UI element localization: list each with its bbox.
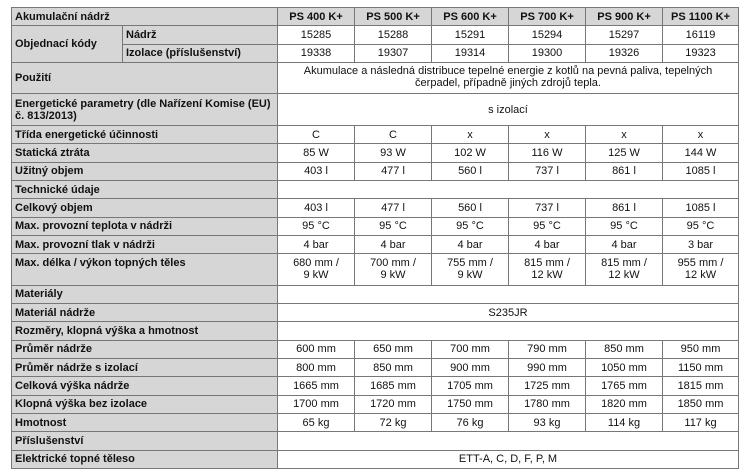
cell: 93 kg (509, 413, 586, 431)
heater-power: 9 kW (303, 269, 329, 282)
row-label: Elektrické topné těleso (12, 450, 278, 468)
insulation-code-label: Izolace (příslušenství) (123, 44, 278, 62)
cell: 477 l (355, 199, 432, 217)
section-label: Materiály (12, 285, 278, 303)
heater-cell (355, 254, 432, 286)
row-label: Celkový objem (12, 199, 278, 217)
cell: 950 mm (663, 340, 739, 358)
tank-code-label: Nádrž (123, 26, 278, 44)
section-spacer (278, 322, 739, 340)
usage-text: Akumulace a následná distribuce tepelné energie z kotlů na pevná paliva, tepelných čerpadel, případně jiných zdrojů tepla. (278, 62, 739, 94)
heater-length: 955 mm / (677, 257, 724, 270)
row-label: Průměr nádrže (12, 340, 278, 358)
cell: 560 l (432, 162, 509, 180)
model-header: PS 700 K+ (509, 8, 586, 26)
heater-cell (663, 254, 739, 286)
model-header: PS 1100 K+ (663, 8, 739, 26)
cell: 95 °C (278, 217, 355, 235)
cell: C (278, 126, 355, 144)
cell: 1820 mm (586, 395, 663, 413)
model-header: PS 600 K+ (432, 8, 509, 26)
cell: 790 mm (509, 340, 586, 358)
heater-power: 12 kW (684, 269, 717, 282)
energy-params-value: s izolací (278, 94, 739, 126)
table-title: Akumulační nádrž (12, 8, 278, 26)
cell: 1705 mm (432, 377, 509, 395)
section-label: Technické údaje (12, 180, 278, 198)
cell: 403 l (278, 162, 355, 180)
heater-length: 755 mm / (447, 257, 493, 270)
cell: 65 kg (278, 413, 355, 431)
cell: 650 mm (355, 340, 432, 358)
table-row (12, 217, 739, 235)
insulation-code: 19307 (355, 44, 432, 62)
heater-cell (509, 254, 586, 286)
row-label: Klopná výška bez izolace (12, 395, 278, 413)
cell: 95 °C (586, 217, 663, 235)
heater-cell (432, 254, 509, 286)
insulation-code: 19326 (586, 44, 663, 62)
header-row (12, 8, 739, 26)
insulation-code: 19338 (278, 44, 355, 62)
row-label: Max. provozní teplota v nádrži (12, 217, 278, 235)
heater-types-value: ETT-A, C, D, F, P, M (278, 450, 739, 468)
cell: 1685 mm (355, 377, 432, 395)
cell: 900 mm (432, 359, 509, 377)
energy-params-row (12, 94, 739, 126)
cell: 1725 mm (509, 377, 586, 395)
table-row (12, 126, 739, 144)
cell: 800 mm (278, 359, 355, 377)
heater-power: 12 kW (531, 269, 563, 282)
cell: 861 l (586, 162, 663, 180)
energy-params-label: Energetické parametry (dle Nařízení Komise (EU) č. 813/2013) (12, 94, 278, 126)
table-row (12, 304, 739, 322)
cell: C (355, 126, 432, 144)
order-codes-row-tank (12, 26, 739, 44)
row-label: Průměr nádrže s izolací (12, 359, 278, 377)
insulation-code: 19314 (432, 44, 509, 62)
cell: 1720 mm (355, 395, 432, 413)
row-label: Statická ztráta (12, 144, 278, 162)
cell: 477 l (355, 162, 432, 180)
cell: 116 W (509, 144, 586, 162)
cell: 1085 l (663, 162, 739, 180)
row-label: Max. délka / výkon topných těles (12, 254, 278, 286)
heater-length: 815 mm / (601, 257, 647, 270)
cell: x (432, 126, 509, 144)
tank-code: 15297 (586, 26, 663, 44)
cell: 737 l (509, 199, 586, 217)
table-row (12, 377, 739, 395)
table-row (12, 395, 739, 413)
table-row (12, 144, 739, 162)
cell: 1815 mm (663, 377, 739, 395)
cell: 700 mm (432, 340, 509, 358)
cell: 117 kg (663, 413, 739, 431)
cell: 1850 mm (663, 395, 739, 413)
row-label: Max. provozní tlak v nádrži (12, 235, 278, 253)
usage-label: Použití (12, 62, 278, 94)
heaters-row (12, 254, 739, 286)
cell: x (586, 126, 663, 144)
tank-code: 15294 (509, 26, 586, 44)
model-header: PS 900 K+ (586, 8, 663, 26)
section-spacer (278, 180, 739, 198)
cell: 85 W (278, 144, 355, 162)
cell: 144 W (663, 144, 739, 162)
row-label: Hmotnost (12, 413, 278, 431)
table-row (12, 413, 739, 431)
usage-row (12, 62, 739, 94)
section-row-accessories (12, 432, 739, 450)
cell: 125 W (586, 144, 663, 162)
cell: 72 kg (355, 413, 432, 431)
cell: 1700 mm (278, 395, 355, 413)
table-row (12, 235, 739, 253)
cell: 1150 mm (663, 359, 739, 377)
cell: 3 bar (663, 235, 739, 253)
cell: 93 W (355, 144, 432, 162)
insulation-code: 19300 (509, 44, 586, 62)
model-header: PS 400 K+ (278, 8, 355, 26)
tank-material-value: S235JR (278, 304, 739, 322)
cell: 1750 mm (432, 395, 509, 413)
cell: 1665 mm (278, 377, 355, 395)
tank-code: 15291 (432, 26, 509, 44)
table-row (12, 450, 739, 468)
cell: 76 kg (432, 413, 509, 431)
table-row (12, 199, 739, 217)
tank-code: 15288 (355, 26, 432, 44)
cell: 737 l (509, 162, 586, 180)
heater-power: 12 kW (608, 269, 640, 282)
insulation-code: 19323 (663, 44, 739, 62)
section-spacer (278, 285, 739, 303)
cell: 1050 mm (586, 359, 663, 377)
cell: 1780 mm (509, 395, 586, 413)
cell: 560 l (432, 199, 509, 217)
spec-table (11, 7, 739, 469)
cell: 114 kg (586, 413, 663, 431)
cell: 4 bar (355, 235, 432, 253)
heater-cell (278, 254, 355, 286)
row-label: Třída energetické účinnosti (12, 126, 278, 144)
heater-power: 9 kW (380, 269, 406, 282)
cell: 1085 l (663, 199, 739, 217)
table-row (12, 162, 739, 180)
cell: 4 bar (586, 235, 663, 253)
section-row-materials (12, 285, 739, 303)
cell: 850 mm (355, 359, 432, 377)
section-label: Rozměry, klopná výška a hmotnost (12, 322, 278, 340)
cell: 850 mm (586, 340, 663, 358)
section-row-technical (12, 180, 739, 198)
section-label: Příslušenství (12, 432, 278, 450)
heater-cell (586, 254, 663, 286)
cell: 4 bar (432, 235, 509, 253)
cell: 4 bar (509, 235, 586, 253)
cell: 1765 mm (586, 377, 663, 395)
tank-code: 15285 (278, 26, 355, 44)
section-row-dimensions (12, 322, 739, 340)
row-label: Celková výška nádrže (12, 377, 278, 395)
row-label: Materiál nádrže (12, 304, 278, 322)
cell: 403 l (278, 199, 355, 217)
cell: 600 mm (278, 340, 355, 358)
heater-length: 680 mm / (293, 257, 339, 270)
section-spacer (278, 432, 739, 450)
table-row (12, 359, 739, 377)
cell: 95 °C (355, 217, 432, 235)
order-codes-label: Objednací kódy (12, 26, 123, 63)
heater-power: 9 kW (457, 269, 483, 282)
cell: x (509, 126, 586, 144)
cell: 4 bar (278, 235, 355, 253)
cell: 990 mm (509, 359, 586, 377)
heater-length: 700 mm / (370, 257, 416, 270)
row-label: Užitný objem (12, 162, 278, 180)
cell: 861 l (586, 199, 663, 217)
cell: 95 °C (663, 217, 739, 235)
cell: 102 W (432, 144, 509, 162)
cell: 95 °C (432, 217, 509, 235)
tank-code: 16119 (663, 26, 739, 44)
cell: x (663, 126, 739, 144)
table-row (12, 340, 739, 358)
heater-length: 815 mm / (524, 257, 570, 270)
cell: 95 °C (509, 217, 586, 235)
model-header: PS 500 K+ (355, 8, 432, 26)
